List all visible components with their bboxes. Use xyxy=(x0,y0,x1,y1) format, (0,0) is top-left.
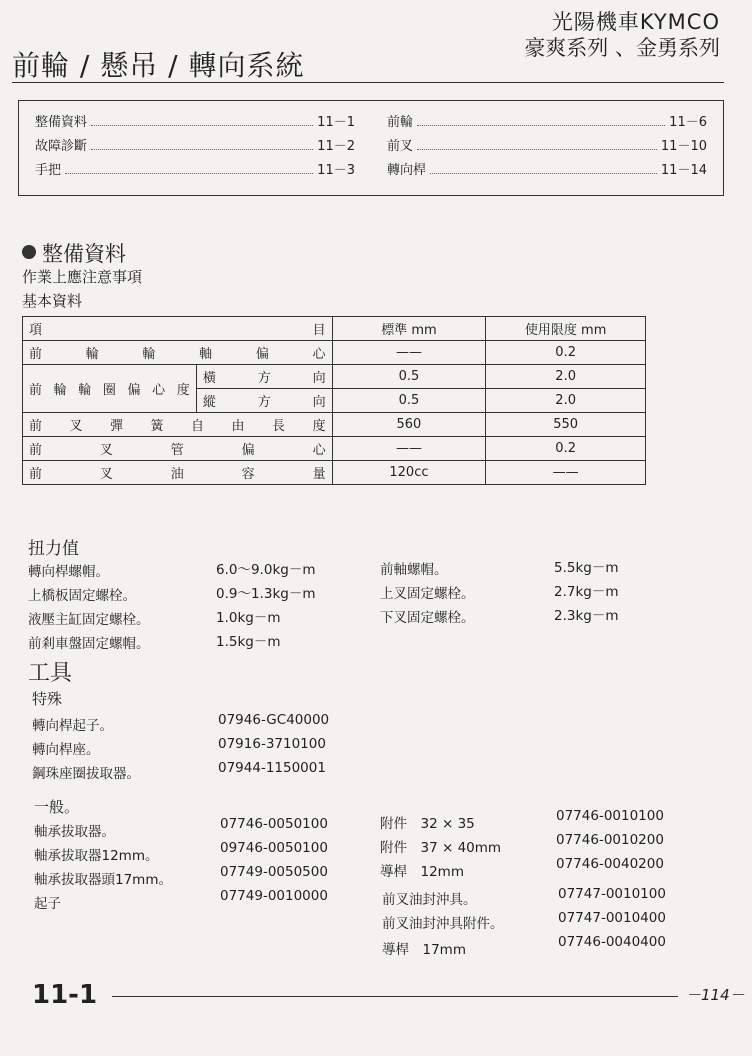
label-char: 自 xyxy=(191,419,205,434)
header-standard: 標準 mm xyxy=(332,317,486,341)
tool-code: 09746-0050100 xyxy=(220,840,328,856)
row-limit: —— xyxy=(486,461,646,485)
label-char: 叉 xyxy=(99,467,113,482)
toc-label: 前輪 xyxy=(387,115,414,130)
tool-name: 軸承拔取器。 xyxy=(34,824,115,840)
label-char: 前 xyxy=(29,419,43,434)
label-char: 心 xyxy=(312,443,326,458)
label-char: 度 xyxy=(312,419,326,434)
label-char: 心 xyxy=(312,347,326,362)
section-bullet-icon xyxy=(22,245,36,259)
header-item-cell xyxy=(23,317,333,341)
tool-name: 附件 37 × 40mm xyxy=(380,840,502,856)
row-label xyxy=(23,461,333,485)
toc-label: 手把 xyxy=(35,163,62,178)
row-standard: 560 xyxy=(332,413,486,437)
toc-leader xyxy=(417,149,657,150)
tool-code: 07746-0040200 xyxy=(556,856,664,872)
label-char: 度 xyxy=(176,383,190,398)
label-char: 輪 xyxy=(85,347,99,362)
tool-code: 07746-0010100 xyxy=(556,808,664,824)
torque-title: 扭力值 xyxy=(28,539,79,559)
toc-leader xyxy=(91,149,313,150)
label-char: 容 xyxy=(241,467,255,482)
label-char: 前 xyxy=(29,383,43,398)
tools-special-title: 特殊 xyxy=(32,690,63,708)
row-label xyxy=(23,365,197,413)
row-limit: 2.0 xyxy=(486,365,646,389)
label-char: 前 xyxy=(29,443,43,458)
tool-name: 軸承拔取器12mm。 xyxy=(34,848,159,864)
torque-value: 1.5kg－m xyxy=(216,634,281,650)
row-sub-label xyxy=(196,389,332,413)
toc-entry[interactable] xyxy=(35,135,355,159)
subheading-notes: 作業上應注意事項 xyxy=(22,268,143,286)
table-row xyxy=(23,341,646,365)
torque-value: 2.3kg－m xyxy=(554,608,619,624)
torque-value: 6.0～9.0kg－m xyxy=(216,562,316,578)
section-heading-text: 整備資料 xyxy=(42,242,126,266)
torque-value: 1.0kg－m xyxy=(216,610,281,626)
label-char: 橫 xyxy=(202,371,216,386)
row-standard: —— xyxy=(332,437,486,461)
tool-name: 鋼珠座圈拔取器。 xyxy=(32,766,140,782)
torque-name: 轉向桿螺帽。 xyxy=(28,564,109,580)
title-divider xyxy=(12,82,724,83)
brand-line-2: 豪爽系列 、金勇系列 xyxy=(524,36,720,60)
table-row xyxy=(23,365,646,389)
page-title: 前輪 / 懸吊 / 轉向系統 xyxy=(12,49,305,82)
tool-code: 07747-0010400 xyxy=(558,910,666,926)
table-row xyxy=(23,413,646,437)
label-char: 圈 xyxy=(102,383,116,398)
tool-code: 07746-0010200 xyxy=(556,832,664,848)
section-heading xyxy=(22,238,126,268)
toc-entry[interactable] xyxy=(387,159,707,183)
torque-name: 前剎車盤固定螺帽。 xyxy=(28,636,150,652)
toc-page: 11－2 xyxy=(317,139,355,154)
header-limit: 使用限度 mm xyxy=(486,317,646,341)
toc-page: 11－6 xyxy=(669,115,707,130)
tool-name: 前叉油封沖具。 xyxy=(382,892,477,908)
toc-right-column xyxy=(387,111,707,183)
spec-table xyxy=(22,316,646,485)
footer-page-number: －114－ xyxy=(686,986,745,1004)
torque-name: 上叉固定螺栓。 xyxy=(380,586,475,602)
toc-entry[interactable] xyxy=(387,135,707,159)
toc-leader xyxy=(65,173,313,174)
label-char: 輪 xyxy=(53,383,67,398)
label-char: 偏 xyxy=(255,347,269,362)
tool-code: 07749-0010000 xyxy=(220,888,328,904)
tool-name: 導桿 12mm xyxy=(380,864,464,880)
torque-value: 5.5kg－m xyxy=(554,560,619,576)
footer-divider xyxy=(112,996,678,997)
label-char: 由 xyxy=(231,419,245,434)
toc-page: 11－3 xyxy=(317,163,355,178)
tool-code: 07747-0010100 xyxy=(558,886,666,902)
row-standard: —— xyxy=(332,341,486,365)
torque-value: 0.9～1.3kg－m xyxy=(216,586,316,602)
label-char: 輪 xyxy=(78,383,92,398)
torque-value: 2.7kg－m xyxy=(554,584,619,600)
toc-entry[interactable] xyxy=(35,159,355,183)
table-row xyxy=(23,461,646,485)
label-char: 方 xyxy=(257,371,271,386)
label-char: 輪 xyxy=(142,347,156,362)
brand-line-1: 光陽機車KYMCO xyxy=(551,10,720,34)
label-char: 簧 xyxy=(150,419,164,434)
tool-name: 附件 32 × 35 xyxy=(380,816,475,832)
toc-left-column xyxy=(35,111,355,183)
footer-section-page: 11-1 xyxy=(32,980,98,1010)
torque-name: 液壓主缸固定螺栓。 xyxy=(28,612,150,628)
row-label xyxy=(23,437,333,461)
tool-code: 07916-3710100 xyxy=(218,736,326,752)
toc-leader xyxy=(430,173,657,174)
tool-name: 導桿 17mm xyxy=(382,942,466,958)
toc-leader xyxy=(417,125,665,126)
label-char: 量 xyxy=(312,467,326,482)
table-row xyxy=(23,437,646,461)
label-char: 偏 xyxy=(127,383,141,398)
tool-name: 前叉油封沖具附件。 xyxy=(382,916,504,932)
row-label xyxy=(23,413,333,437)
header-item-right: 目 xyxy=(312,323,326,338)
toc-label: 整備資料 xyxy=(35,115,88,130)
tool-code: 07946-GC40000 xyxy=(218,712,330,728)
toc-entry[interactable] xyxy=(35,111,355,135)
row-standard: 0.5 xyxy=(332,389,486,413)
subheading-basic-data: 基本資料 xyxy=(22,292,83,310)
label-char: 前 xyxy=(29,467,43,482)
label-char: 軸 xyxy=(199,347,213,362)
label-char: 縱 xyxy=(202,395,216,410)
tool-name: 轉向桿起子。 xyxy=(32,718,113,734)
torque-name: 前軸螺帽。 xyxy=(380,562,448,578)
tool-name: 轉向桿座。 xyxy=(32,742,100,758)
table-of-contents xyxy=(18,100,724,196)
row-limit: 0.2 xyxy=(486,437,646,461)
tools-general-title: 一般。 xyxy=(34,798,80,816)
label-char: 彈 xyxy=(110,419,124,434)
row-limit: 0.2 xyxy=(486,341,646,365)
label-char: 管 xyxy=(170,443,184,458)
tool-code: 07749-0050500 xyxy=(220,864,328,880)
torque-name: 下叉固定螺栓。 xyxy=(380,610,475,626)
label-char: 心 xyxy=(152,383,166,398)
torque-name: 上橋板固定螺栓。 xyxy=(28,588,136,604)
toc-label: 轉向桿 xyxy=(387,163,427,178)
toc-label: 前叉 xyxy=(387,139,414,154)
tool-name: 軸承拔取器頭17mm。 xyxy=(34,872,172,888)
toc-label: 故障診斷 xyxy=(35,139,88,154)
row-standard: 120cc xyxy=(332,461,486,485)
tool-code: 07944-1150001 xyxy=(218,760,326,776)
toc-leader xyxy=(91,125,313,126)
tool-code: 07746-0050100 xyxy=(220,816,328,832)
toc-page: 11－1 xyxy=(317,115,355,130)
row-label xyxy=(23,341,333,365)
toc-page: 11－10 xyxy=(660,139,707,154)
label-char: 叉 xyxy=(99,443,113,458)
row-sub-label xyxy=(196,365,332,389)
tools-heading: 工具 xyxy=(28,661,73,686)
label-char: 向 xyxy=(312,371,326,386)
toc-entry[interactable] xyxy=(387,111,707,135)
table-row xyxy=(23,317,646,341)
row-limit: 550 xyxy=(486,413,646,437)
label-char: 方 xyxy=(257,395,271,410)
row-limit: 2.0 xyxy=(486,389,646,413)
tool-name: 起子 xyxy=(34,896,61,912)
row-standard: 0.5 xyxy=(332,365,486,389)
label-char: 偏 xyxy=(241,443,255,458)
toc-page: 11－14 xyxy=(660,163,707,178)
label-char: 油 xyxy=(170,467,184,482)
tool-code: 07746-0040400 xyxy=(558,934,666,950)
label-char: 叉 xyxy=(69,419,83,434)
label-char: 前 xyxy=(29,347,43,362)
label-char: 向 xyxy=(312,395,326,410)
header-item-left: 項 xyxy=(29,323,43,338)
label-char: 長 xyxy=(272,419,286,434)
